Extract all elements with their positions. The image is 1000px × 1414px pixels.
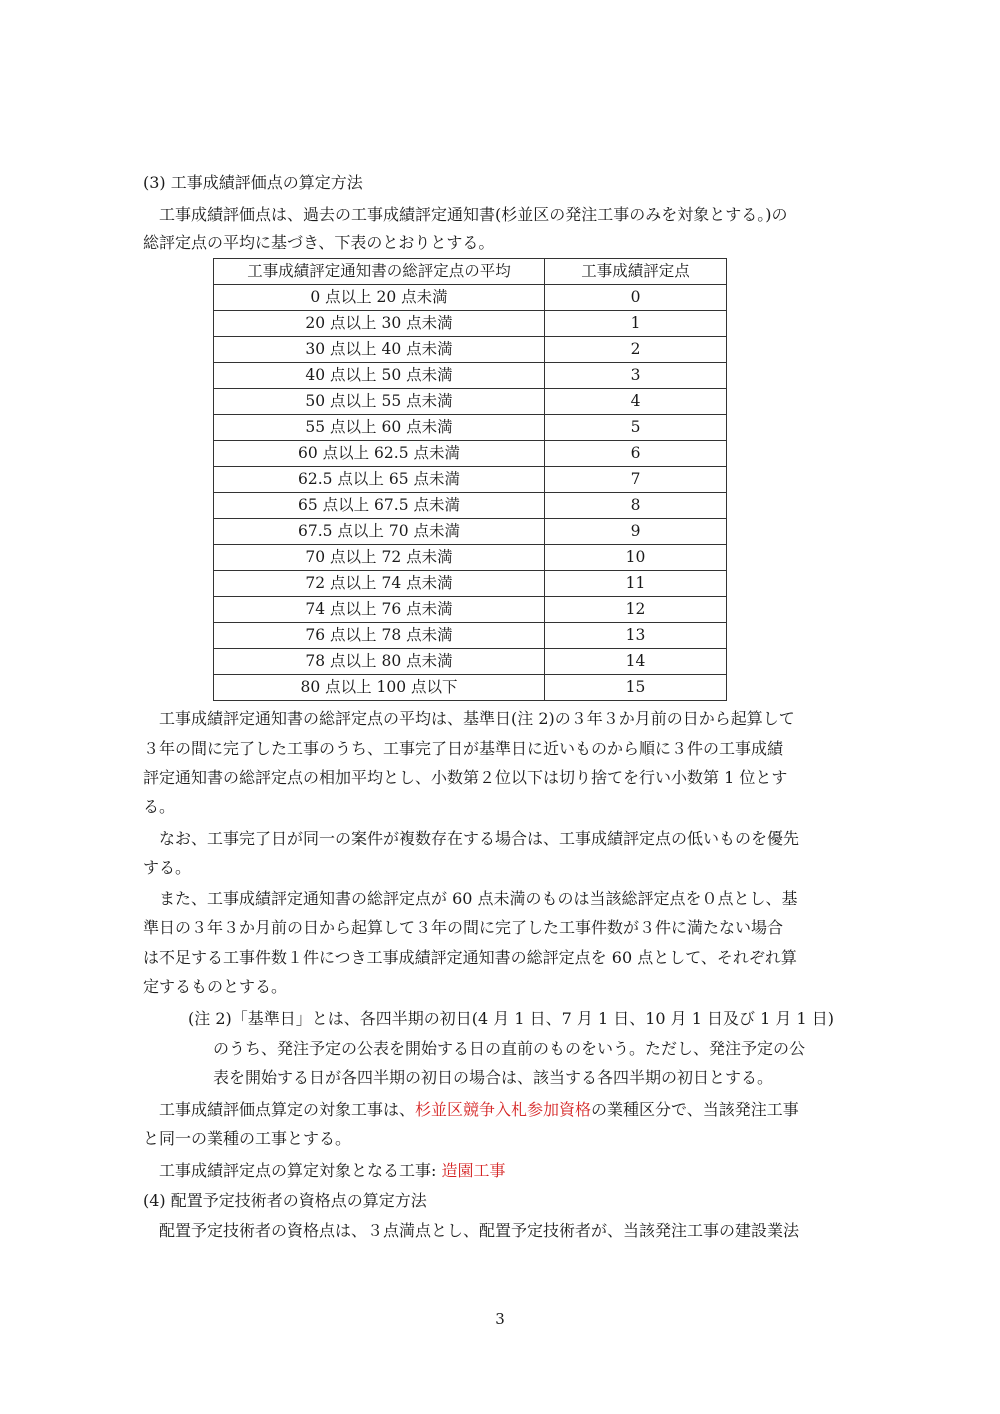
table-row [214,493,727,519]
para4-line [143,1097,799,1123]
target-work-line [143,1158,506,1184]
average-range-cell: 65 点以上 67.5 点未満 [214,493,545,519]
score-cell: 4 [545,389,727,415]
score-cell: 7 [545,467,727,493]
page-number: 3 [495,1310,505,1328]
score-cell: 5 [545,415,727,441]
table-row [214,441,727,467]
para1-line: ３年の間に完了した工事のうち、工事完了日が基準日に近いものから順に３件の工事成績 [143,739,784,758]
table-row [214,519,727,545]
average-range-cell: 0 点以上 20 点未満 [214,285,545,311]
para3-line: は不足する工事件数１件につき工事成績評定通知書の総評定点を 60 点として、それぞれ算 [143,948,797,967]
section3-intro-line: 工事成績評価点は、過去の工事成績評定通知書(杉並区の発注工事のみを対象とする。)の [143,205,788,224]
para2-line: する。 [143,858,192,877]
score-cell: 10 [545,545,727,571]
note-line: 表を開始する日が各四半期の初日の場合は、該当する各四半期の初日とする。 [213,1068,774,1087]
table-row [214,311,727,337]
score-cell: 12 [545,597,727,623]
average-range-cell: 74 点以上 76 点未満 [214,597,545,623]
average-range-cell: 60 点以上 62.5 点未満 [214,441,545,467]
section4-heading: (4) 配置予定技術者の資格点の算定方法 [143,1191,427,1210]
score-cell: 8 [545,493,727,519]
average-range-cell: 62.5 点以上 65 点未満 [214,467,545,493]
average-range-cell: 78 点以上 80 点未満 [214,649,545,675]
score-cell: 15 [545,675,727,701]
average-range-cell: 67.5 点以上 70 点未満 [214,519,545,545]
para4-after: の業種区分で、当該発注工事 [591,1100,799,1119]
section4-para: 配置予定技術者の資格点は、３点満点とし、配置予定技術者が、当該発注工事の建設業法 [143,1221,800,1240]
score-cell: 14 [545,649,727,675]
score-cell: 9 [545,519,727,545]
table-row [214,597,727,623]
average-range-cell: 72 点以上 74 点未満 [214,571,545,597]
average-range-cell: 80 点以上 100 点以下 [214,675,545,701]
para1-line: る。 [143,797,176,816]
average-range-cell: 40 点以上 50 点未満 [214,363,545,389]
average-range-cell: 55 点以上 60 点未満 [214,415,545,441]
table-row [214,363,727,389]
table-row [214,389,727,415]
target-work-value: 造園工事 [441,1161,506,1180]
score-cell: 11 [545,571,727,597]
table-header-row [214,259,727,285]
table-row [214,649,727,675]
table-header-average: 工事成績評定通知書の総評定点の平均 [214,259,545,285]
score-cell: 6 [545,441,727,467]
score-cell: 1 [545,311,727,337]
para2-line: なお、工事完了日が同一の案件が複数存在する場合は、工事成績評定点の低いものを優先 [143,829,800,848]
table-row [214,571,727,597]
section3-heading: (3) 工事成績評価点の算定方法 [143,173,363,192]
table-row [214,415,727,441]
average-range-cell: 76 点以上 78 点未満 [214,623,545,649]
score-table [213,258,727,701]
table-header-score: 工事成績評定点 [545,259,727,285]
table-row [214,545,727,571]
table-row [214,337,727,363]
para3-line: 定するものとする。 [143,977,288,996]
note-line: のうち、発注予定の公表を開始する日の直前のものをいう。ただし、発注予定の公 [213,1039,806,1058]
para1-line: 評定通知書の総評定点の相加平均とし、小数第２位以下は切り捨てを行い小数第 1 位とす [143,768,788,787]
table-row [214,285,727,311]
qualification-highlight: 杉並区競争入札参加資格 [415,1100,592,1119]
score-cell: 13 [545,623,727,649]
score-cell: 2 [545,337,727,363]
average-range-cell: 30 点以上 40 点未満 [214,337,545,363]
para4-line2: と同一の業種の工事とする。 [143,1129,352,1148]
average-range-cell: 20 点以上 30 点未満 [214,311,545,337]
table-row [214,467,727,493]
note-line: (注 2)「基準日」とは、各四半期の初日(4 月 1 日、7 月 1 日、10 月 1 日及び 1 月 1 日) [188,1009,834,1028]
score-cell: 0 [545,285,727,311]
table-body [214,285,727,701]
table-row [214,623,727,649]
section3-intro-line: 総評定点の平均に基づき、下表のとおりとする。 [143,233,495,252]
target-work-label: 工事成績評定点の算定対象となる工事: [143,1161,442,1180]
average-range-cell: 70 点以上 72 点未満 [214,545,545,571]
para1-line: 工事成績評定通知書の総評定点の平均は、基準日(注 2)の３年３か月前の日から起算して [143,709,795,728]
average-range-cell: 50 点以上 55 点未満 [214,389,545,415]
para3-line: 準日の３年３か月前の日から起算して３年の間に完了した工事件数が３件に満たない場合 [143,918,784,937]
score-cell: 3 [545,363,727,389]
para4-before: 工事成績評価点算定の対象工事は、 [143,1100,416,1119]
table-row [214,675,727,701]
para3-line: また、工事成績評定通知書の総評定点が 60 点未満のものは当該総評定点を０点とし、基 [143,889,798,908]
